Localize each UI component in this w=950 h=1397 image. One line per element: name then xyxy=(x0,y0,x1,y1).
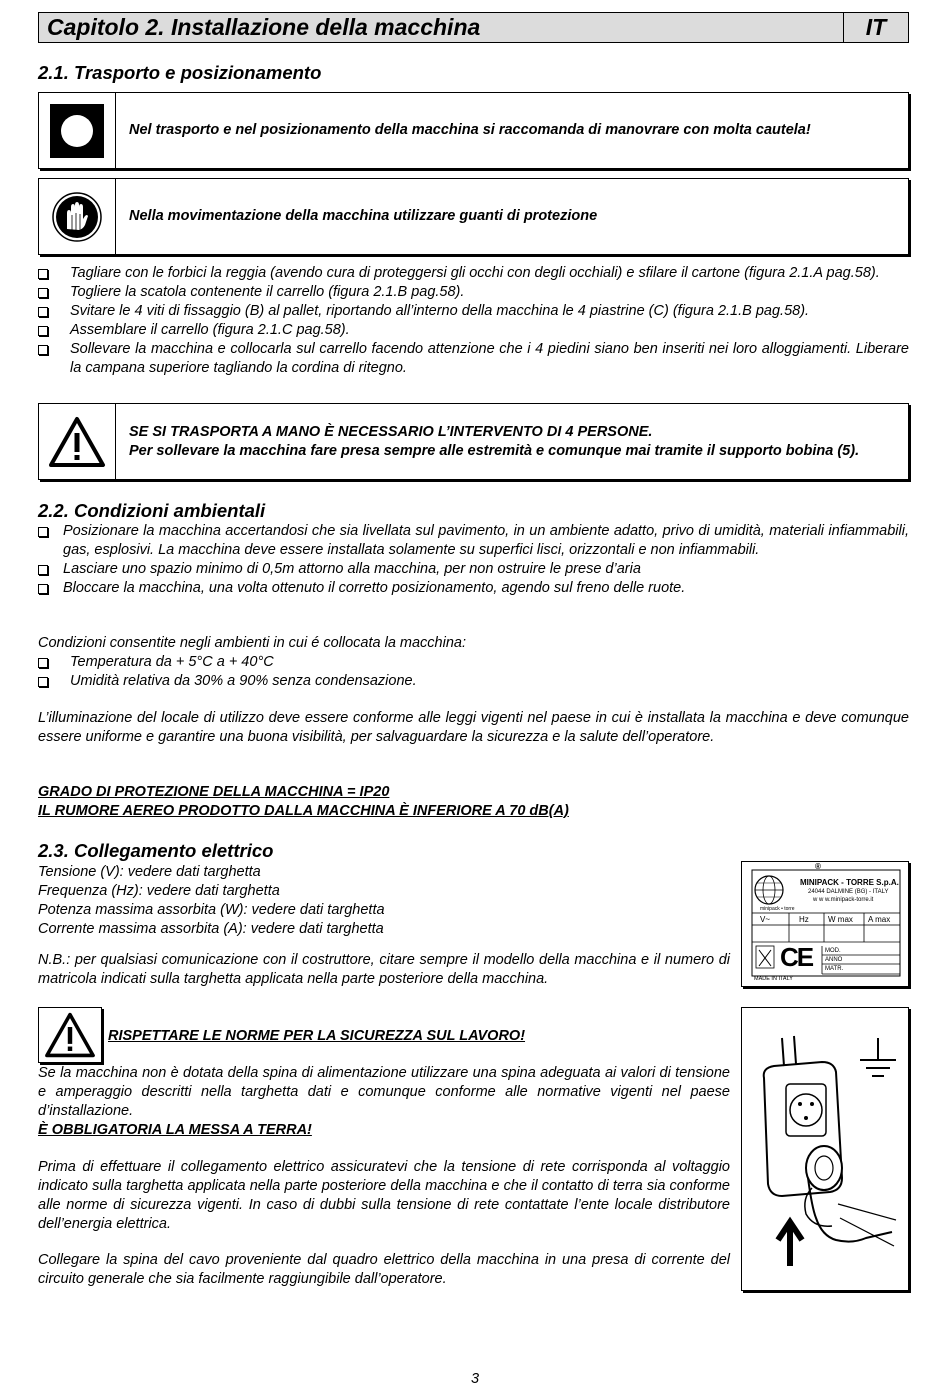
spec-power: Potenza massima assorbita (W): vedere dati targhetta xyxy=(38,902,385,918)
transport-steps-list xyxy=(38,264,909,378)
spec-frequency: Frequenza (Hz): vedere dati targhetta xyxy=(38,883,280,899)
caution-box xyxy=(38,92,909,169)
plate-col-wmax: W max xyxy=(828,915,853,924)
section-2-1-title: 2.1. Trasporto e posizionamento xyxy=(38,62,322,83)
made-in-italy: MADE IN ITALY xyxy=(754,976,793,982)
noise-level: IL RUMORE AEREO PRODOTTO DALLA MACCHINA È INFERIORE A 70 dB(A) xyxy=(38,803,569,819)
checkbox-bullet-icon xyxy=(38,345,48,355)
list-item: Posizionare la macchina accertandosi che sia livellata sul pavimento, in un ambiente adatto, privo di umidità, materiali infiammabili, gas, esplosivi. La macchina deve essere installata solamente su superfici lisci, orizzontali e non infiammabili. xyxy=(38,522,909,560)
list-item: Umidità relativa da 30% a 90% senza condensazione. xyxy=(38,672,909,691)
safety-warning-icon xyxy=(38,1007,102,1063)
gloves-box xyxy=(38,178,909,255)
chapter-title: Capitolo 2. Installazione della macchina xyxy=(47,14,481,40)
checkbox-bullet-icon xyxy=(38,307,48,317)
section-2-2-title: 2.2. Condizioni ambientali xyxy=(38,500,266,521)
gloves-icon xyxy=(39,179,116,254)
chapter-header xyxy=(38,12,909,43)
checkbox-bullet-icon xyxy=(38,658,48,668)
environment-list xyxy=(38,522,909,598)
gloves-text: Nella movimentazione della macchina utilizzare guanti di protezione xyxy=(129,208,598,224)
list-item: Sollevare la macchina e collocarla sul carrello facendo attenzione che i 4 piedini siano ben inseriti nei loro alloggiamenti. Liberare la campana superiore tagliando la cordina di ritegno. xyxy=(38,340,909,378)
checkbox-bullet-icon xyxy=(38,677,48,687)
plug-paragraph: Se la macchina non è dotata della spina di alimentazione utilizzare una spina adeguata ai valori di tensione e amperaggio descritti nella targhetta dati e comunque conforme alle normative vigenti nel paese d’installazione. xyxy=(38,1065,730,1119)
plate-field-model: MOD. xyxy=(825,948,841,954)
caution-text: Nel trasporto e nel posizionamento della macchina si raccomanda di manovrare con molta cautela! xyxy=(129,122,811,138)
socket-illustration xyxy=(741,1007,909,1291)
grounding-notice: È OBBLIGATORIA LA MESSA A TERRA! xyxy=(38,1122,312,1138)
ce-mark: CE xyxy=(780,942,813,972)
warning-text-2: Per sollevare la macchina fare presa sempre alle estremità e comunque mai tramite il supporto bobina (5). xyxy=(129,442,860,459)
electrical-specs xyxy=(38,863,385,939)
plate-website: w w w.minipack-torre.it xyxy=(813,897,874,903)
page-number: 3 xyxy=(470,1371,480,1387)
spec-voltage: Tensione (V): vedere dati targhetta xyxy=(38,864,261,880)
plate-address: 24044 DALMINE (BG) - ITALY xyxy=(808,889,889,895)
connection-paragraph: Collegare la spina del cavo proveniente dal quadro elettrico della macchina in una presa di corrente del circuito generale che sia facilmente raggiungibile dall’operatore. xyxy=(38,1252,730,1287)
warning-icon xyxy=(39,404,116,479)
spec-current: Corrente massima assorbita (A): vedere dati targhetta xyxy=(38,921,384,937)
registered-mark: ® xyxy=(815,862,821,871)
voltage-check-paragraph: Prima di effettuare il collegamento elettrico assicuratevi che la tensione di rete corrisponda al voltaggio indicato sulla targhetta applicata nella parte posteriore della macchina e che il contatto di terra sia conforme alle norme di sicurezza vigenti. In caso di dubbi sulla tensione di rete contattate l’ente locale distributore dell’energia elettrica. xyxy=(38,1159,730,1232)
safety-rules-heading: RISPETTARE LE NORME PER LA SICUREZZA SUL LAVORO! xyxy=(108,1028,526,1044)
checkbox-bullet-icon xyxy=(38,326,48,336)
list-item: Bloccare la macchina, una volta ottenuto il corretto posizionamento, agendo sul freno delle ruote. xyxy=(38,579,909,598)
plate-logo-text: minipack • torre xyxy=(760,906,795,912)
plate-field-serial: MATR. xyxy=(825,966,844,972)
plate-field-year: ANNO xyxy=(825,957,843,963)
list-item: Togliere la scatola contenente il carrello (figura 2.1.B pag.58). xyxy=(38,283,909,302)
plate-col-amax: A max xyxy=(868,915,891,924)
ip-rating: GRADO DI PROTEZIONE DELLA MACCHINA = IP20 xyxy=(38,784,390,800)
plate-col-voltage: V~ xyxy=(760,915,771,924)
warning-text-1: SE SI TRASPORTA A MANO È NECESSARIO L’INTERVENTO DI 4 PERSONE. xyxy=(129,423,653,440)
checkbox-bullet-icon xyxy=(38,584,48,594)
checkbox-bullet-icon xyxy=(38,288,48,298)
list-item: Tagliare con le forbici la reggia (avendo cura di proteggersi gli occhi con degli occhiali) e sfilare il cartone (figura 2.1.A pag.58). xyxy=(38,264,909,283)
lighting-paragraph: L’illuminazione del locale di utilizzo deve essere conforme alle leggi vigenti nel paese in cui è installata la macchina e deve comunque essere uniforme e garantire una buona visibilità, per salvaguardare la sicurezza e la salute dell’operatore. xyxy=(38,710,909,745)
list-item: Assemblare il carrello (figura 2.1.C pag.58). xyxy=(38,321,909,340)
checkbox-bullet-icon xyxy=(38,527,48,537)
conditions-intro: Condizioni consentite negli ambienti in cui é collocata la macchina: xyxy=(38,635,466,651)
caution-icon xyxy=(39,93,116,168)
list-item: Temperatura da + 5°C a + 40°C xyxy=(38,653,909,672)
warning-box xyxy=(38,403,909,480)
list-item: Svitare le 4 viti di fissaggio (B) al pallet, riportando all’interno della macchina le 4 piastrine (C) (figura 2.1.B pag.58). xyxy=(38,302,909,321)
checkbox-bullet-icon xyxy=(38,565,48,575)
plate-brand: MINIPACK - TORRE S.p.A. xyxy=(800,878,899,887)
plate-col-hz: Hz xyxy=(799,915,809,924)
rating-plate-image xyxy=(741,861,909,987)
list-item: Lasciare uno spazio minimo di 0,5m attorno alla macchina, per non ostruire le prese d’aria xyxy=(38,560,909,579)
language-code: IT xyxy=(843,13,908,42)
checkbox-bullet-icon xyxy=(38,269,48,279)
section-2-3-title: 2.3. Collegamento elettrico xyxy=(38,840,274,861)
conditions-list xyxy=(38,653,909,691)
nb-paragraph: N.B.: per qualsiasi comunicazione con il costruttore, citare sempre il modello della macchina e il numero di matricola indicati sulla targhetta applicata nella parte posteriore della macchina. xyxy=(38,952,730,987)
